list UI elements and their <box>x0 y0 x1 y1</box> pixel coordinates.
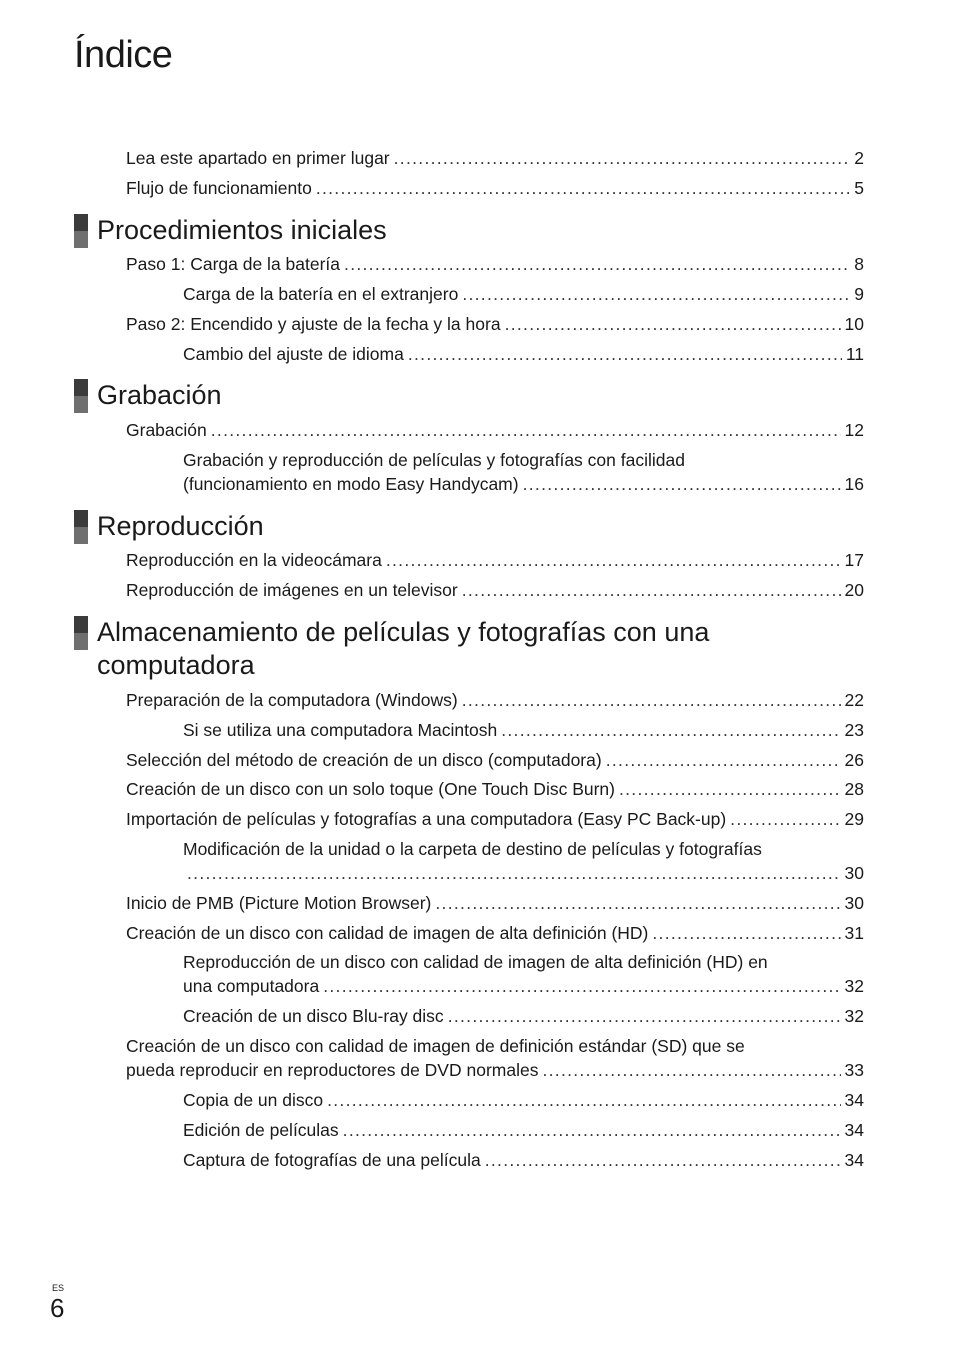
page-number: 2 <box>854 148 864 168</box>
language-code: ES <box>52 1283 65 1293</box>
page-number: 17 <box>844 550 864 570</box>
toc-entry[interactable]: Paso 1: Carga de la batería ..... 8 <box>126 252 864 276</box>
page-number: 32 <box>844 976 864 996</box>
toc-entry[interactable]: Creación de un disco Blu-ray disc ..... 32 <box>183 1004 864 1028</box>
toc-entry[interactable]: Creación de un disco con un solo toque (One Touch Disc Burn) ..... 28 <box>126 777 864 801</box>
section-bar-icon <box>74 214 88 248</box>
section-bar-icon <box>74 510 88 544</box>
toc-entry[interactable]: Modificación de la unidad o la carpeta de destino de películas y fotografías ..... 30 <box>183 837 864 885</box>
page-number: 16 <box>844 474 864 494</box>
toc-entry[interactable]: Carga de la batería en el extranjero ..... 9 <box>183 282 864 306</box>
page-number: 12 <box>844 420 864 440</box>
page-number: 23 <box>844 720 864 740</box>
page-number: 22 <box>844 690 864 710</box>
page-folio: 6 <box>50 1293 65 1323</box>
page-number: 9 <box>854 284 864 304</box>
toc-entry[interactable]: Creación de un disco con calidad de imagen de definición estándar (SD) que se pueda reproducir en reproductores de DVD normales ..... 33 <box>126 1034 864 1082</box>
section-heading: Almacenamiento de películas y fotografías con una computadora <box>74 616 857 682</box>
page-number: 30 <box>844 893 864 913</box>
page-number: 8 <box>854 254 864 274</box>
toc-entry[interactable]: Captura de fotografías de una película ..... 34 <box>183 1148 864 1172</box>
page-number: 29 <box>844 809 864 829</box>
page-title: Índice <box>74 34 173 76</box>
toc-entry[interactable]: Si se utiliza una computadora Macintosh ..... 23 <box>183 718 864 742</box>
toc-entry[interactable]: Copia de un disco ..... 34 <box>183 1088 864 1112</box>
toc-entry[interactable]: Grabación ..... 12 <box>126 418 864 442</box>
toc-entry[interactable]: Edición de películas ..... 34 <box>183 1118 864 1142</box>
section-heading: Procedimientos iniciales <box>74 214 857 248</box>
page-number: 26 <box>844 750 864 770</box>
page-number: 32 <box>844 1006 864 1026</box>
toc-entry[interactable]: Inicio de PMB (Picture Motion Browser) ..... 30 <box>126 891 864 915</box>
section-heading: Reproducción <box>74 510 857 544</box>
section-heading: Grabación <box>74 379 857 413</box>
toc-entry[interactable]: Reproducción en la videocámara ..... 17 <box>126 548 864 572</box>
toc-entry[interactable]: Selección del método de creación de un disco (computadora) ..... 26 <box>126 748 864 772</box>
section-bar-icon <box>74 379 88 413</box>
page-number: 28 <box>844 779 864 799</box>
toc-entry[interactable]: Grabación y reproducción de películas y fotografías con facilidad (funcionamiento en modo Easy Handycam) ..... 16 <box>183 448 864 496</box>
toc-entry[interactable]: Reproducción de imágenes en un televisor ..... 20 <box>126 578 864 602</box>
page-number: 34 <box>844 1120 864 1140</box>
toc-entry[interactable]: Creación de un disco con calidad de imagen de alta definición (HD) ..... 31 <box>126 921 864 945</box>
page-number: 10 <box>844 314 864 334</box>
page-number: 20 <box>844 580 864 600</box>
page-number: 34 <box>844 1150 864 1170</box>
page-number: 34 <box>844 1090 864 1110</box>
page-number: 33 <box>844 1060 864 1080</box>
page-number: 5 <box>854 178 864 198</box>
page-number: 31 <box>844 923 864 943</box>
toc-entry[interactable]: Lea este apartado en primer lugar ..... 2 <box>126 146 864 170</box>
page-number: 11 <box>845 344 864 364</box>
toc-entry[interactable]: Reproducción de un disco con calidad de imagen de alta definición (HD) en una computadora ..... 32 <box>183 950 864 998</box>
toc-entry[interactable]: Flujo de funcionamiento ..... 5 <box>126 176 864 200</box>
toc-entry[interactable]: Cambio del ajuste de idioma ..... 11 <box>183 342 864 366</box>
toc-entry[interactable]: Paso 2: Encendido y ajuste de la fecha y la hora ..... 10 <box>126 312 864 336</box>
section-bar-icon <box>74 616 88 650</box>
toc-entry[interactable]: Importación de películas y fotografías a una computadora (Easy PC Back-up) ..... 29 <box>126 807 864 831</box>
toc-entry[interactable]: Preparación de la computadora (Windows) ..... 22 <box>126 688 864 712</box>
page-number: 30 <box>844 863 864 883</box>
